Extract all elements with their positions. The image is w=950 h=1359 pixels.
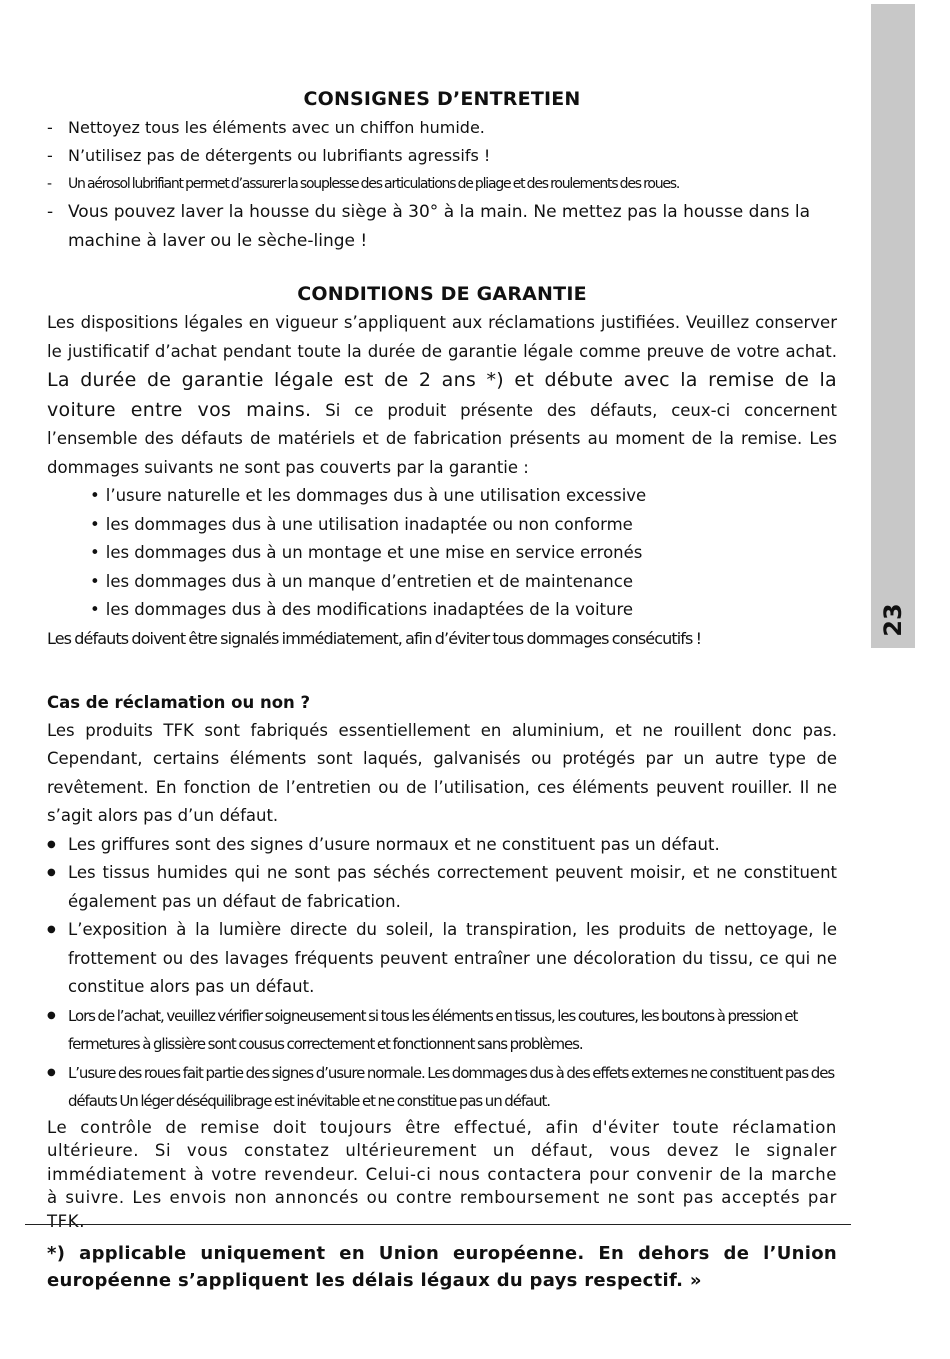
claims-intro: Les produits TFK sont fabriqués essentiellement en aluminium, et ne rouillent donc pas. Cependant, certains éléments sont laqués, galvanisés ou protégés par un autre type de revêtement. En fonction de l’entretien ou de l’utilisation, ces éléments peuvent rouiller. Il ne s’agit alors pas d’un défaut. xyxy=(47,720,837,825)
list-item: ● Les tissus humides qui ne sont pas séchés correctement peuvent moisir, et ne constituent également pas un défaut de fabrication. xyxy=(47,859,837,916)
footnote-divider xyxy=(25,1224,851,1225)
list-item: ● Lors de l’achat, veuillez vérifier soigneusement si tous les éléments en tissus, les coutures, les boutons à pression et fermetures à glissière sont cousus correctement et fonctionnent sans problèmes. xyxy=(47,1002,837,1059)
list-item: ● L’usure des roues fait partie des signes d’usure normale. Les dommages dus à des effets externes ne constituent pas des défauts Un léger déséquilibrage est inévitable et ne constitue pas un défaut. xyxy=(47,1059,837,1116)
list-item: ● L’exposition à la lumière directe du soleil, la transpiration, les produits de nettoyage, le frottement ou des lavages fréquents peuvent entraîner une décoloration du tissu, ce qui ne constitue alors pas un défaut. xyxy=(47,916,837,1002)
exclusion-list xyxy=(47,482,837,625)
list-item: - Vous pouvez laver la housse du siège à 30° à la main. Ne mettez pas la housse dans la machine à laver ou le sèche-linge ! xyxy=(47,198,837,255)
claims-list xyxy=(47,831,837,1116)
list-item: • l’usure naturelle et les dommages dus à une utilisation excessive xyxy=(90,482,837,511)
claims-title: Cas de réclamation ou non ? xyxy=(47,692,311,712)
page-number: 23 xyxy=(879,603,907,637)
maintenance-list xyxy=(47,114,837,255)
list-item: ● Les griffures sont des signes d’usure normaux et ne constituent pas un défaut. xyxy=(47,831,837,860)
warranty-intro-a: Les dispositions légales en vigueur s’appliquent aux réclamations justifiées. Veuillez conserver le justificatif d’achat pendant toute la durée de garantie légale comme preuve de votre achat. xyxy=(47,313,837,361)
maintenance-title: CONSIGNES D’ENTRETIEN xyxy=(303,88,581,110)
page-tab xyxy=(871,4,915,648)
warranty-duration: La durée de garantie légale est de 2 ans *) et débute avec la remise de la voiture entre vos mains. xyxy=(47,369,837,421)
warranty-intro xyxy=(47,309,837,482)
list-item: - Un aérosol lubrifiant permet d’assurer la souplesse des articulations de pliage et des roulements des roues. xyxy=(47,170,837,198)
list-item: • les dommages dus à une utilisation inadaptée ou non conforme xyxy=(90,511,837,540)
list-item: - N’utilisez pas de détergents ou lubrifiants agressifs ! xyxy=(47,142,837,170)
claims-closing: Le contrôle de remise doit toujours être effectué, afin d'éviter toute réclamation ultérieure. Si vous constatez ultérieurement un défaut, vous devez le signaler immédiatement à votre revendeur. Celui-ci nous contactera pour convenir de la marche à suivre. Les envois non annoncés ou contre remboursement ne sont pas acceptés par TFK. xyxy=(47,1117,837,1231)
page-content xyxy=(47,88,837,1233)
list-item: - Nettoyez tous les éléments avec un chiffon humide. xyxy=(47,114,837,142)
list-item: • les dommages dus à des modifications inadaptées de la voiture xyxy=(90,596,837,625)
list-item: • les dommages dus à un montage et une mise en service erronés xyxy=(90,539,837,568)
warranty-notice: Les défauts doivent être signalés immédiatement, afin d’éviter tous dommages consécutifs ! xyxy=(47,628,702,648)
warranty-intro-c: Si ce produit présente des défauts, ceux-ci concernent l’ensemble des défauts de matériels et de fabrication présents au moment de la remise. Les dommages suivants ne sont pas couverts par la garantie : xyxy=(47,400,838,477)
warranty-title: CONDITIONS DE GARANTIE xyxy=(297,283,587,305)
list-item: • les dommages dus à un manque d’entretien et de maintenance xyxy=(90,568,837,597)
footnote: *) applicable uniquement en Union européenne. En dehors de l’Union européenne s’appliquent les délais légaux du pays respectif. » xyxy=(47,1243,837,1291)
